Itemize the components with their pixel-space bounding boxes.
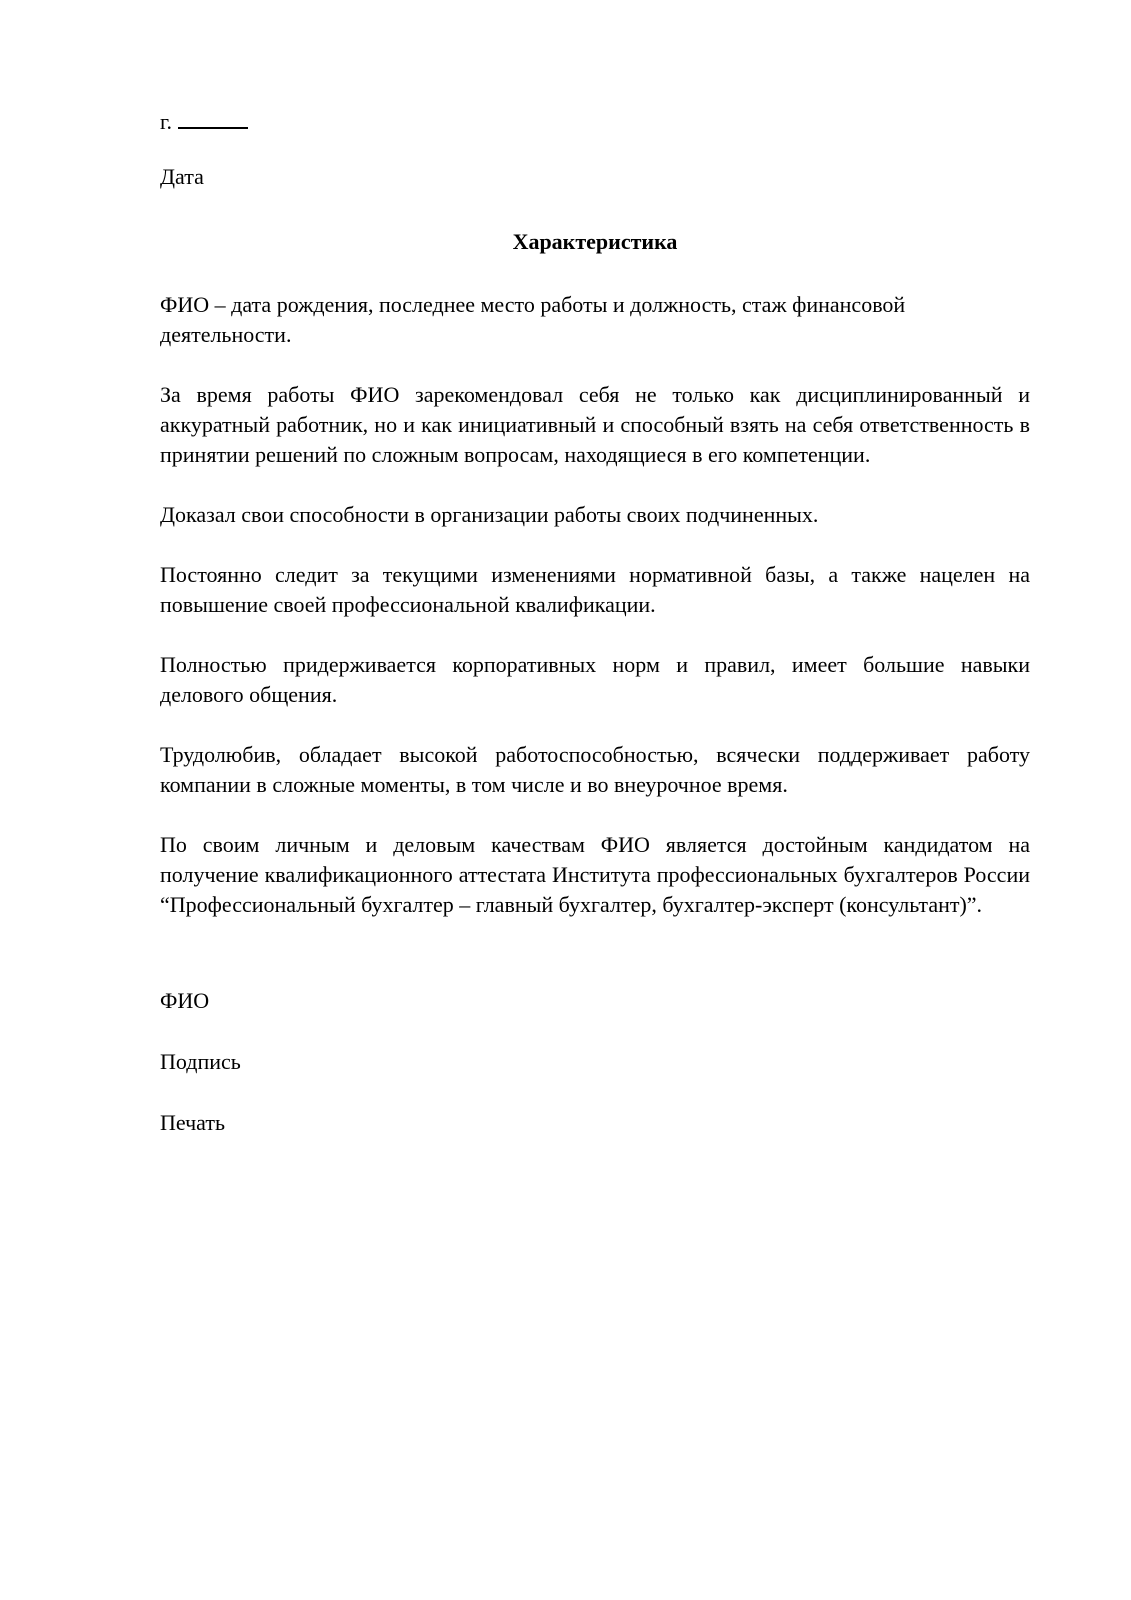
signature-label: Подпись [160,1049,241,1074]
paragraph-work-record: За время работы ФИО зарекомендовал себя не только как дисциплинированный и аккуратный работник, но и как инициативный и способный взять на себя ответственность в принятии решений по сложным вопросам, находящиеся в его компетенции. [160,382,1030,467]
city-blank-line [178,105,248,129]
date-label: Дата [160,164,204,189]
paragraph-diligence: Трудолюбив, обладает высокой работоспособностью, всячески поддерживает работу компании в сложные моменты, в том числе и во внеурочное время. [160,742,1030,797]
paragraph-recommendation: По своим личным и деловым качествам ФИО является достойным кандидатом на получение квалификационного аттестата Института профессиональных бухгалтеров России “Профессиональный бухгалтер – главный бухгалтер, бухгалтер-эксперт (консультант)”. [160,832,1030,917]
signature-name-label: ФИО [160,988,210,1013]
paragraph-corporate-norms: Полностью придерживается корпоративных норм и правил, имеет большие навыки делового общения. [160,652,1030,707]
stamp-label: Печать [160,1110,226,1135]
city-prefix-label: г. [160,109,173,134]
paragraph-abilities: Доказал свои способности в организации работы своих подчиненных. [160,502,819,527]
document-title: Характеристика [512,229,678,254]
paragraph-intro: ФИО – дата рождения, последнее место работы и должность, стаж финансовой деятельности. [160,292,906,347]
city-line [160,105,1030,137]
paragraph-qualification: Постоянно следит за текущими изменениями нормативной базы, а также нацелен на повышение своей профессиональной квалификации. [160,562,1030,617]
